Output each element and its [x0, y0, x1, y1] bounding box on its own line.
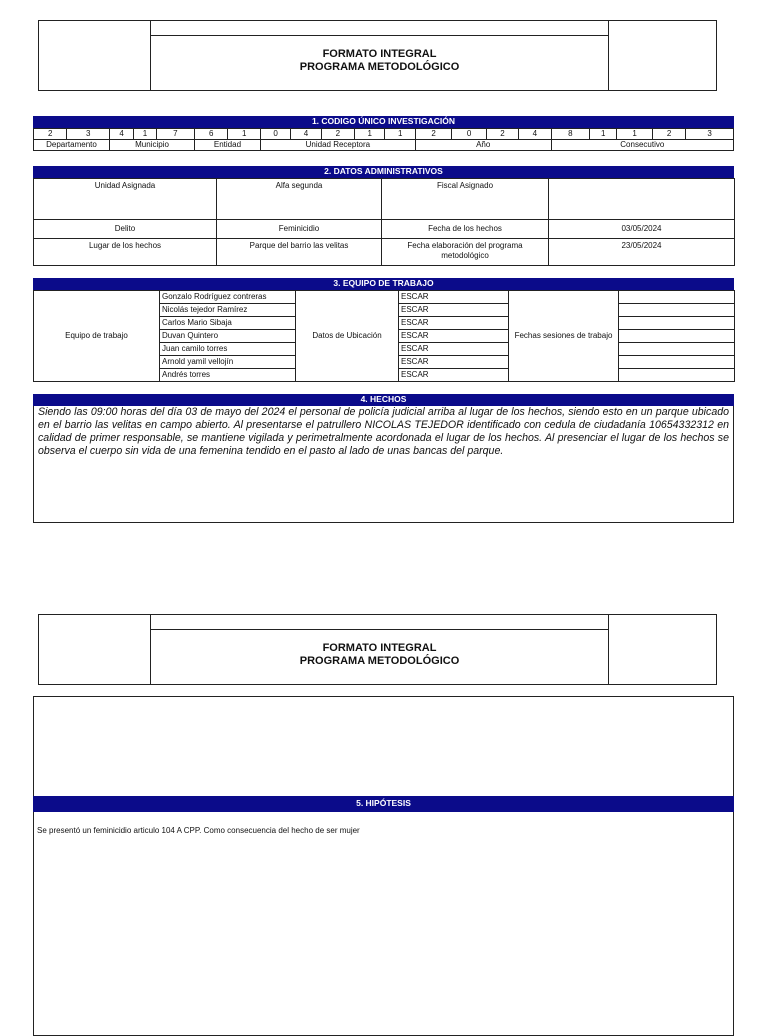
admin-cell: 23/05/2024 — [549, 239, 735, 266]
admin-cell: Alfa segunda — [217, 179, 382, 220]
header-top-strip — [151, 615, 608, 630]
team-member: Gonzalo Rodríguez contreras — [160, 291, 296, 304]
team-location: ESCAR — [399, 291, 509, 304]
code-digits-table — [33, 128, 734, 151]
team-location: ESCAR — [399, 369, 509, 382]
sessions-label: Fechas sesiones de trabajo — [509, 291, 619, 382]
code-label-unidad-receptora: Unidad Receptora — [260, 140, 415, 151]
header-box-2 — [38, 614, 717, 685]
code-label-municipio: Municipio — [109, 140, 194, 151]
session-date — [619, 317, 735, 330]
hechos-box — [33, 406, 734, 523]
admin-cell: Delito — [34, 220, 217, 239]
header-top-strip — [151, 21, 608, 36]
title-line-1: FORMATO INTEGRAL — [322, 642, 437, 654]
admin-cell — [549, 179, 735, 220]
session-date — [619, 291, 735, 304]
code-digit: 1 — [590, 129, 617, 140]
header-logo-cell — [39, 615, 151, 684]
code-digit: 2 — [486, 129, 518, 140]
code-digit: 1 — [385, 129, 415, 140]
code-digit: 2 — [652, 129, 685, 140]
header-box-1 — [38, 20, 717, 91]
team-member: Nicolás tejedor Ramírez — [160, 304, 296, 317]
code-digit: 3 — [67, 129, 110, 140]
continuation-box — [33, 696, 734, 1036]
code-digit: 1 — [228, 129, 260, 140]
header-logo-cell — [39, 21, 151, 90]
section4-title: 4. HECHOS — [33, 394, 734, 406]
code-label-departamento: Departamento — [34, 140, 110, 151]
header-code-cell — [608, 21, 716, 90]
code-digit: 2 — [321, 129, 354, 140]
code-digit: 3 — [686, 129, 734, 140]
team-member: Duvan Quintero — [160, 330, 296, 343]
admin-cell: Fecha de los hechos — [382, 220, 549, 239]
section1-title: 1. CODIGO ÚNICO INVESTIGACIÓN — [33, 116, 734, 128]
admin-cell: Unidad Asignada — [34, 179, 217, 220]
header-code-cell — [608, 615, 716, 684]
team-location: ESCAR — [399, 330, 509, 343]
title-line-2: PROGRAMA METODOLÓGICO — [299, 61, 460, 73]
admin-cell: Parque del barrio las velitas — [217, 239, 382, 266]
session-date — [619, 304, 735, 317]
code-digit: 1 — [617, 129, 652, 140]
team-location: ESCAR — [399, 343, 509, 356]
team-location: ESCAR — [399, 317, 509, 330]
code-digits-row — [34, 129, 734, 140]
admin-cell: Feminicidio — [217, 220, 382, 239]
team-row — [34, 291, 735, 304]
session-date — [619, 369, 735, 382]
admin-data-table — [33, 178, 735, 266]
document-title — [151, 642, 608, 668]
team-location: ESCAR — [399, 304, 509, 317]
code-labels-row — [34, 140, 734, 151]
session-date — [619, 330, 735, 343]
code-digit: 6 — [195, 129, 228, 140]
section3-title: 3. EQUIPO DE TRABAJO — [33, 278, 734, 290]
code-digit: 8 — [551, 129, 589, 140]
team-label: Equipo de trabajo — [34, 291, 160, 382]
code-digit: 0 — [452, 129, 486, 140]
admin-cell: Fecha elaboración del programa metodológico — [382, 239, 549, 266]
section5-title: 5. HIPÓTESIS — [33, 796, 734, 812]
hechos-text: Siendo las 09:00 horas del día 03 de mayo del 2024 el personal de policía judicial arriba al lugar de los hechos, siendo esto en un parque ubicado en el barrio las velitas en campo abierto. Al presentarse el patrullero NICOLAS TEJEDOR identificado con cedula de ciudadanía 10654332312 en calidad de primer responsable, se mantiene vigilada y perimetralmente acordonada el lugar de los hechos. Al presenciar el lugar de los hechos se observa el cuerpo sin vida de una femenina tendido en el pasto al lado de unas bancas del parque. — [38, 406, 729, 457]
team-location: ESCAR — [399, 356, 509, 369]
code-digit: 4 — [109, 129, 133, 140]
location-label: Datos de Ubicación — [296, 291, 399, 382]
admin-row — [34, 239, 735, 266]
document-title — [151, 48, 608, 74]
team-member: Juan camilo torres — [160, 343, 296, 356]
code-digit: 2 — [415, 129, 451, 140]
code-label-entidad: Entidad — [195, 140, 261, 151]
title-line-1: FORMATO INTEGRAL — [322, 48, 437, 60]
code-digit: 0 — [260, 129, 290, 140]
admin-cell: Lugar de los hechos — [34, 239, 217, 266]
team-table — [33, 290, 735, 382]
code-digit: 2 — [34, 129, 67, 140]
team-member: Carlos Mario Sibaja — [160, 317, 296, 330]
team-member: Andrés torres — [160, 369, 296, 382]
admin-row — [34, 179, 735, 220]
session-date — [619, 343, 735, 356]
title-line-2: PROGRAMA METODOLÓGICO — [299, 655, 460, 667]
code-digit: 4 — [291, 129, 321, 140]
session-date — [619, 356, 735, 369]
admin-cell: 03/05/2024 — [549, 220, 735, 239]
section2-title: 2. DATOS ADMINISTRATIVOS — [33, 166, 734, 178]
code-digit: 1 — [134, 129, 156, 140]
code-digit: 4 — [519, 129, 551, 140]
code-label-consecutivo: Consecutivo — [551, 140, 733, 151]
code-digit: 1 — [355, 129, 385, 140]
team-member: Arnold yamil vellojín — [160, 356, 296, 369]
code-label-ano: Año — [415, 140, 551, 151]
hipotesis-text: Se presentó un feminicidio articulo 104 A CPP. Como consecuencia del hecho de ser mujer — [37, 826, 360, 835]
code-digit: 7 — [156, 129, 194, 140]
admin-row — [34, 220, 735, 239]
admin-cell: Fiscal Asignado — [382, 179, 549, 220]
